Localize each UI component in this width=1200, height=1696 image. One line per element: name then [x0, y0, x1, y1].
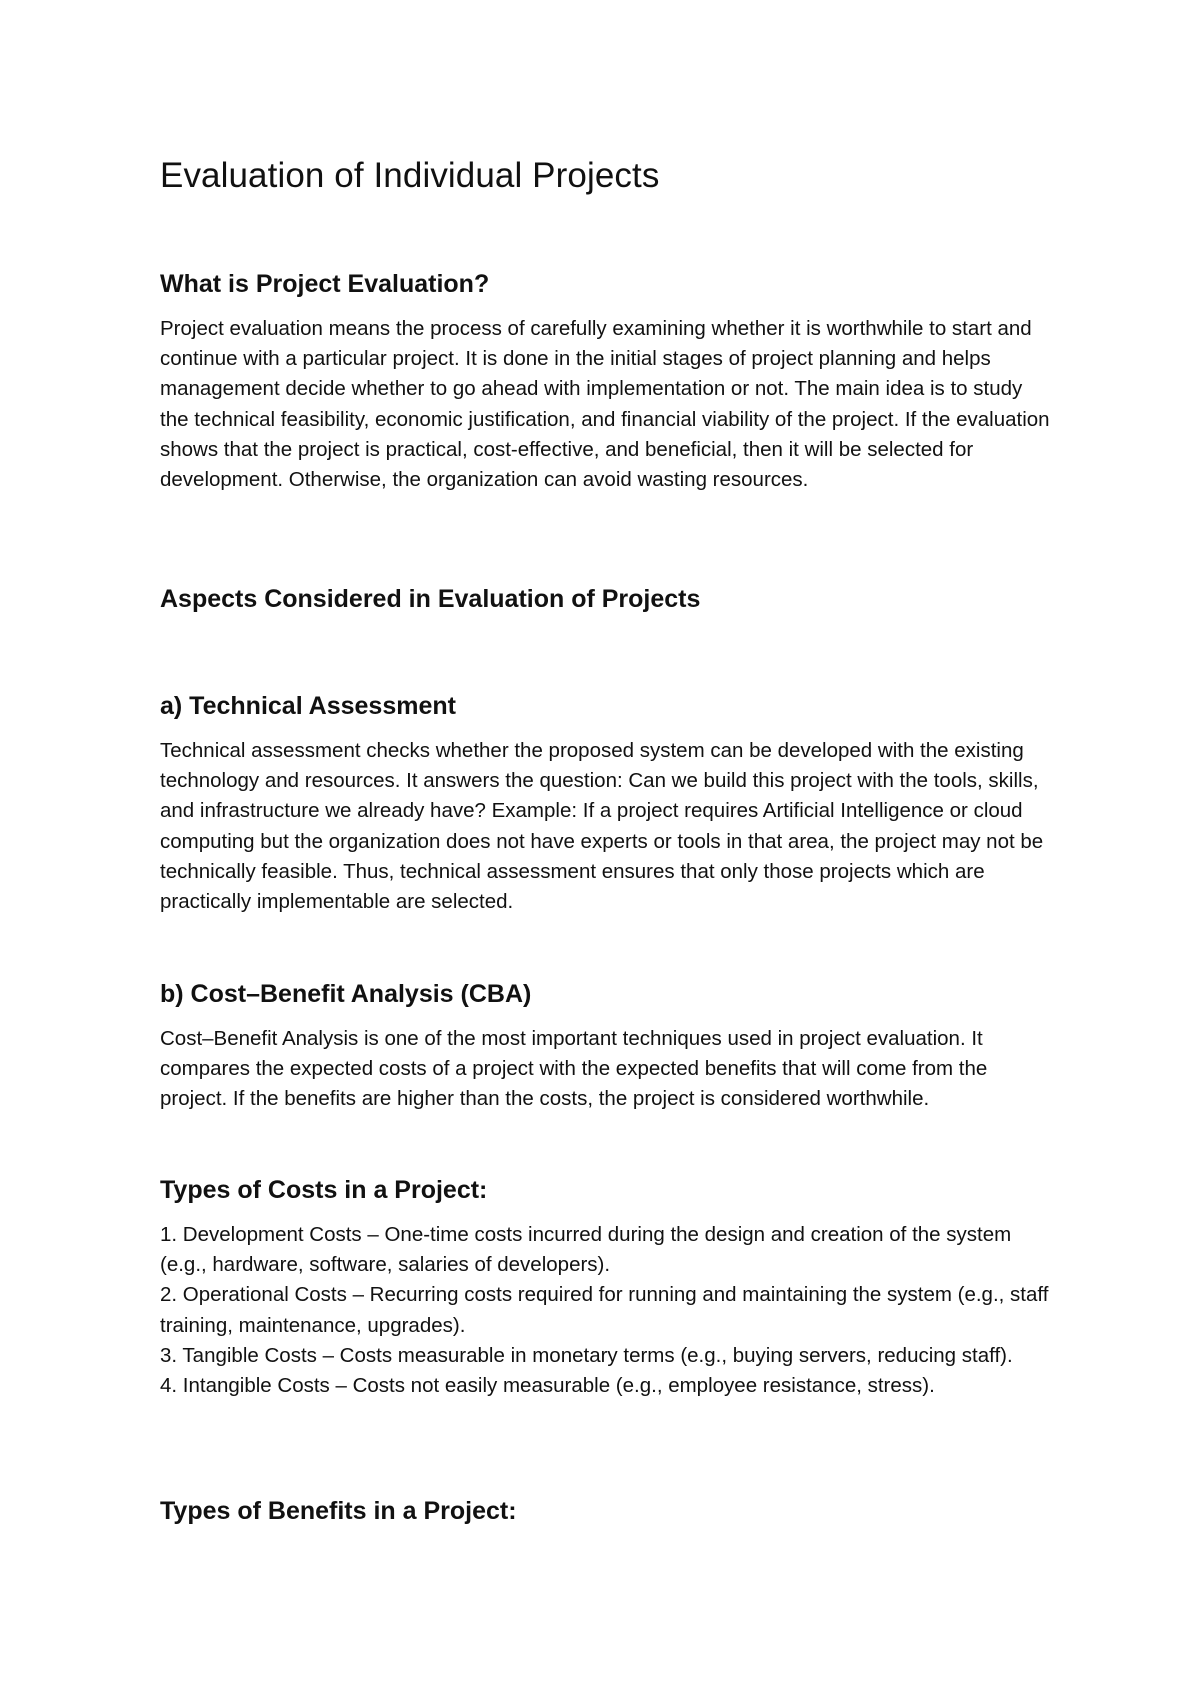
paragraph-technical-assessment: Technical assessment checks whether the proposed system can be developed with the existing technology and resources. It answers the question: Can we build this project with the tools, skills, and infrastructure we already have? Example: If a project requires Artificial Intelligence or cloud computing but the organization does not have experts or tools in that area, the project may not be technically feasible. Thus, technical assessment ensures that only those projects which are practically implementable are selected.	[160, 739, 1044, 914]
heading-cost-benefit-analysis: b) Cost–Benefit Analysis (CBA)	[160, 980, 532, 1008]
heading-aspects-considered: Aspects Considered in Evaluation of Projects	[160, 585, 701, 613]
paragraph-project-evaluation: Project evaluation means the process of carefully examining whether it is worthwhile to start and continue with a particular project. It is done in the initial stages of project planning and helps management decide whether to go ahead with implementation or not. The main idea is to study the technical feasibility, economic justification, and financial viability of the project. If the evaluation shows that the project is practical, cost-effective, and beneficial, then it will be selected for development. Otherwise, the organization can avoid wasting resources.	[160, 317, 1050, 492]
heading-types-of-costs: Types of Costs in a Project:	[160, 1176, 488, 1204]
list-types-of-costs	[160, 1220, 1050, 1401]
list-item: 2. Operational Costs – Recurring costs required for running and maintaining the system (e.g., staff training, maintenance, upgrades).	[160, 1283, 1049, 1337]
document-title: Evaluation of Individual Projects	[160, 156, 660, 195]
heading-types-of-benefits: Types of Benefits in a Project:	[160, 1497, 517, 1525]
list-item: 1. Development Costs – One-time costs incurred during the design and creation of the system (e.g., hardware, software, salaries of developers).	[160, 1223, 1012, 1277]
paragraph-cost-benefit-analysis: Cost–Benefit Analysis is one of the most important techniques used in project evaluation. It compares the expected costs of a project with the expected benefits that will come from the project. If the benefits are higher than the costs, the project is considered worthwhile.	[160, 1027, 988, 1111]
heading-what-is-project-evaluation: What is Project Evaluation?	[160, 270, 490, 298]
list-item: 4. Intangible Costs – Costs not easily measurable (e.g., employee resistance, stress).	[160, 1374, 935, 1398]
list-item: 3. Tangible Costs – Costs measurable in monetary terms (e.g., buying servers, reducing staff).	[160, 1343, 1013, 1367]
heading-technical-assessment: a) Technical Assessment	[160, 692, 456, 720]
